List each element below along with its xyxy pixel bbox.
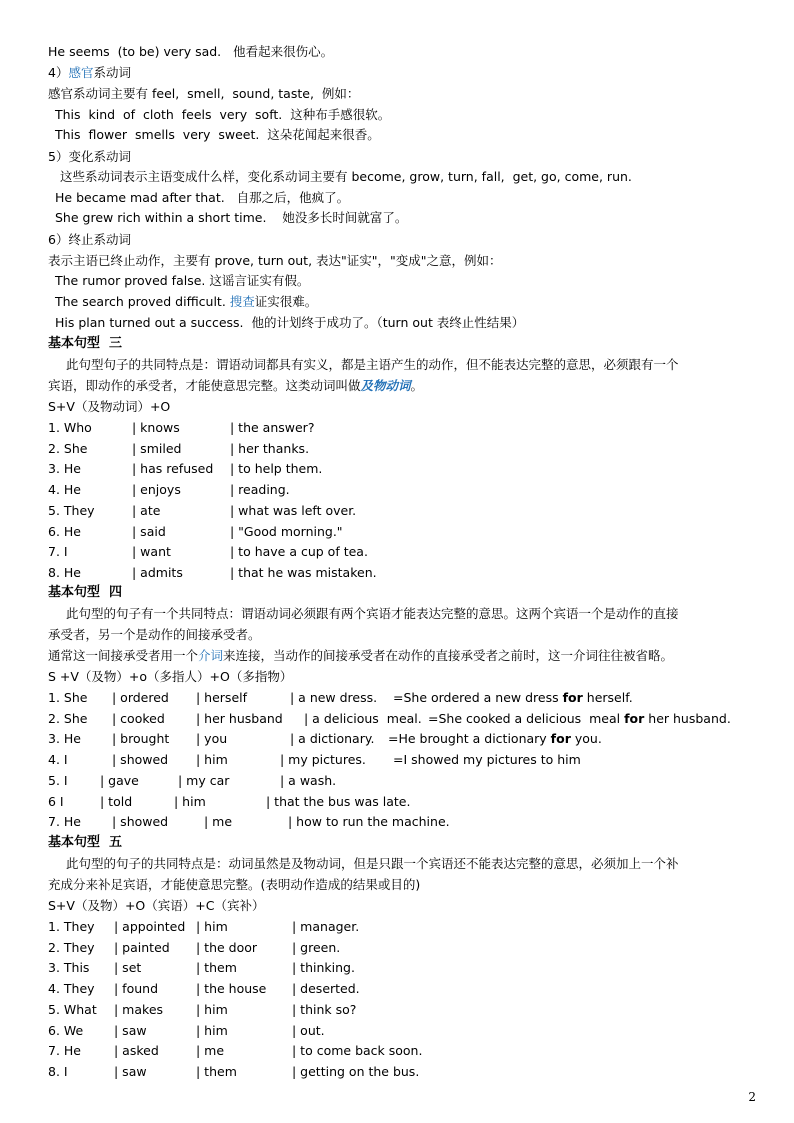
table-cell: | enjoys	[132, 482, 181, 498]
example-line: She grew rich within a short time. 她没多长时间就富了。	[55, 210, 408, 225]
table-cell: 3. This	[48, 960, 90, 976]
table-cell: | asked	[114, 1043, 159, 1059]
example-line: His plan turned out a success. 他的计划终于成功了。（turn out 表终止性结果）	[55, 315, 525, 330]
table-cell: | her husband	[196, 710, 283, 726]
table-cell: | you	[196, 731, 228, 747]
table-cell: 5. They	[48, 502, 95, 518]
table-cell: | found	[114, 981, 159, 997]
table-cell: 1. Who	[48, 420, 92, 435]
pattern-3-heading: 基本句型 三	[48, 336, 123, 351]
table-cell: | getting on the bus.	[292, 1063, 420, 1079]
preposition-for: for	[562, 690, 583, 705]
table-cell: 3. He	[48, 461, 81, 477]
table-cell: | think so?	[292, 1001, 357, 1017]
table-cell: | a delicious meal.	[304, 710, 422, 726]
pattern-desc: 此句型的句子有一个共同特点：谓语动词必须跟有两个宾语才能表达完整的意思。这两个宾语一个是动作的直接	[66, 606, 679, 621]
pattern-formula: S+V（及物）+O（宾语）+C（宾补）	[48, 898, 265, 913]
rewrite-sentence: =She cooked a delicious meal for her husband.	[428, 710, 731, 726]
section-title-terminal: 6）终止系动词	[48, 232, 131, 247]
table-cell: | gave	[100, 772, 139, 788]
pattern-desc: 充成分来补足宾语，才能使意思完整。(表明动作造成的结果或目的)	[48, 877, 421, 892]
table-cell: | my pictures.	[280, 752, 366, 768]
search-link[interactable]: 搜查	[229, 294, 255, 309]
table-cell: | saw	[114, 1022, 147, 1038]
table-cell: | what was left over.	[230, 502, 357, 518]
table-cell: | showed	[112, 752, 169, 768]
table-cell: | me	[204, 814, 233, 830]
example-line: The search proved difficult. 搜查证实很难。	[55, 294, 318, 309]
table-cell: | appointed	[114, 919, 186, 934]
transitive-verb-term[interactable]: 及物动词	[360, 378, 411, 393]
section-title-sensory: 4）感官系动词	[48, 65, 131, 80]
table-cell: | deserted.	[292, 981, 360, 997]
table-cell: 2. She	[48, 710, 88, 726]
table-cell: 6. We	[48, 1022, 84, 1038]
table-cell: | "Good morning."	[230, 523, 343, 539]
table-cell: | him	[196, 752, 228, 768]
table-cell: 6 I	[48, 793, 64, 809]
table-cell: | the house	[196, 981, 267, 997]
example-line: He seems (to be) very sad. 他看起来很伤心。	[48, 44, 334, 59]
table-cell: | manager.	[292, 919, 360, 934]
preposition-for: for	[550, 731, 571, 747]
rewrite-sentence: =I showed my pictures to him	[393, 752, 581, 768]
table-cell: 4. They	[48, 981, 95, 997]
sensory-link[interactable]: 感官	[68, 65, 94, 80]
table-cell: | to have a cup of tea.	[230, 544, 368, 560]
table-cell: | painted	[114, 939, 170, 955]
table-cell: | that the bus was late.	[266, 793, 411, 809]
section-desc: 这些系动词表示主语变成什么样，变化系动词主要有 become, grow, turn, fall, get, go, come, run.	[60, 169, 632, 184]
table-cell: | reading.	[230, 482, 290, 498]
table-cell: 8. I	[48, 1063, 68, 1079]
table-cell: 1. They	[48, 919, 95, 934]
table-cell: | herself	[196, 690, 248, 705]
section-desc: 感官系动词主要有 feel, smell, sound, taste, 例如：	[48, 86, 360, 101]
table-cell: | cooked	[112, 710, 165, 726]
pattern-desc: 承受者，另一个是动作的间接承受者。	[48, 627, 261, 642]
table-cell: | has refused	[132, 461, 214, 477]
table-cell: 7. He	[48, 1043, 81, 1059]
table-cell: | him	[196, 1022, 228, 1038]
example-line: This flower smells very sweet. 这朵花闻起来很香。	[55, 127, 380, 142]
table-cell: | to help them.	[230, 461, 323, 477]
table-cell: 5. I	[48, 772, 68, 788]
table-cell: | ate	[132, 502, 161, 518]
table-cell: 4. He	[48, 482, 81, 498]
pattern-5-heading: 基本句型 五	[48, 835, 123, 850]
table-cell: | ordered	[112, 690, 169, 705]
pattern-formula: S+V（及物动词）+O	[48, 399, 171, 414]
table-cell: | set	[114, 960, 142, 976]
table-cell: | him	[174, 793, 206, 809]
table-cell: | saw	[114, 1063, 147, 1079]
table-cell: | to come back soon.	[292, 1043, 423, 1059]
table-cell: | a wash.	[280, 772, 337, 788]
table-cell: 2. They	[48, 939, 95, 955]
table-cell: 8. He	[48, 564, 81, 580]
table-cell: | the answer?	[230, 420, 315, 435]
example-line: This kind of cloth feels very soft. 这种布手感很软。	[55, 107, 391, 122]
table-cell: | said	[132, 523, 166, 539]
table-cell: | him	[196, 919, 228, 934]
table-cell: | them	[196, 1063, 237, 1079]
section-title-change: 5）变化系动词	[48, 149, 131, 164]
table-cell: | knows	[132, 420, 180, 435]
table-cell: | her thanks.	[230, 440, 310, 456]
table-cell: | brought	[112, 731, 170, 747]
table-cell: | admits	[132, 564, 183, 580]
table-cell: | him	[196, 1001, 228, 1017]
table-cell: | my car	[178, 772, 230, 788]
table-cell: | out.	[292, 1022, 325, 1038]
table-cell: | smiled	[132, 440, 182, 456]
table-cell: 5. What	[48, 1001, 97, 1017]
example-line: The rumor proved false. 这谣言证实有假。	[55, 273, 310, 288]
table-cell: | them	[196, 960, 237, 976]
table-cell: | told	[100, 793, 133, 809]
pattern-desc: 通常这一间接承受者用一个介词来连接，当动作的间接承受者在动作的直接承受者之前时，这一介词往往被省略。	[48, 648, 674, 663]
pattern-desc: 宾语，即动作的承受者，才能使意思完整。这类动词叫做及物动词。	[48, 378, 424, 393]
table-cell: | a new dress.	[290, 690, 378, 705]
rewrite-sentence: =He brought a dictionary for you.	[388, 731, 602, 747]
section-desc: 表示主语已终止动作，主要有 prove, turn out, 表达"证实"，"变成"之意，例如：	[48, 253, 502, 268]
table-cell: 6. He	[48, 523, 81, 539]
table-cell: | the door	[196, 939, 258, 955]
table-cell: 7. He	[48, 814, 81, 830]
table-cell: | a dictionary.	[290, 731, 375, 747]
pattern-desc: 此句型的句子的共同特点是：动词虽然是及物动词，但是只跟一个宾语还不能表达完整的意思，必须加上一个补	[66, 856, 679, 871]
table-cell: 4. I	[48, 752, 68, 768]
pattern-formula: S +V（及物）+o（多指人）+O（多指物）	[48, 669, 293, 684]
table-cell: 3. He	[48, 731, 81, 747]
table-cell: | want	[132, 544, 171, 560]
table-cell: | me	[196, 1043, 225, 1059]
pattern-4-heading: 基本句型 四	[48, 585, 123, 600]
table-cell: 2. She	[48, 440, 88, 456]
table-cell: | makes	[114, 1001, 164, 1017]
example-line: He became mad after that. 自那之后，他疯了。	[55, 190, 350, 205]
table-cell: | that he was mistaken.	[230, 564, 377, 580]
preposition-link[interactable]: 介词	[198, 648, 224, 663]
pattern-desc: 此句型句子的共同特点是：谓语动词都具有实义，都是主语产生的动作，但不能表达完整的意思，必须跟有一个	[66, 357, 679, 372]
table-cell: 7. I	[48, 544, 68, 560]
table-cell: | thinking.	[292, 960, 355, 976]
table-cell: | green.	[292, 939, 341, 955]
preposition-for: for	[624, 710, 645, 726]
rewrite-sentence: =She ordered a new dress for herself.	[393, 690, 633, 705]
page-number: 2	[748, 1090, 756, 1104]
table-cell: 1. She	[48, 690, 88, 705]
table-cell: | showed	[112, 814, 169, 830]
table-cell: | how to run the machine.	[288, 814, 450, 830]
